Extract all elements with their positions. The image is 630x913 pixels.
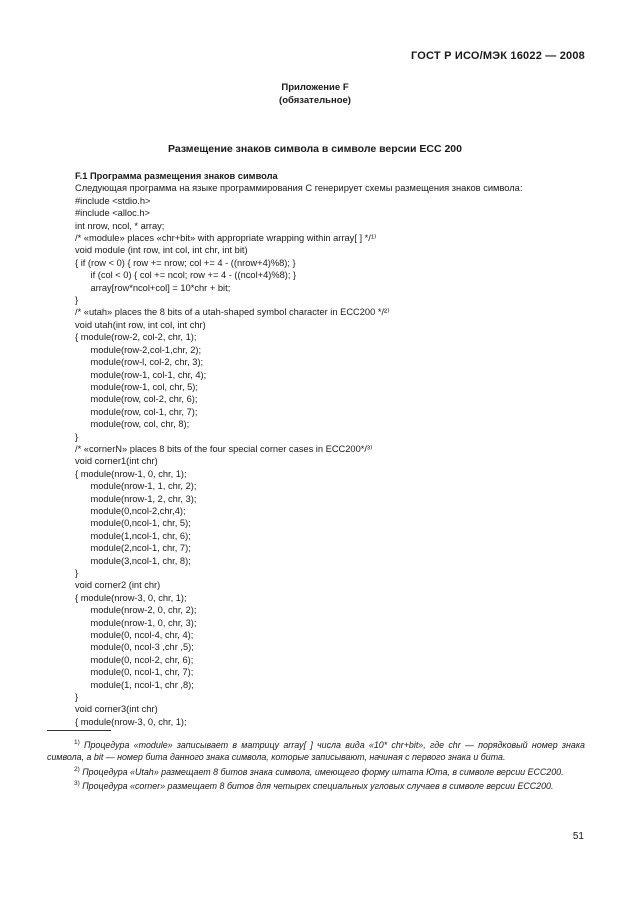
code-line: module(nrow-2, 0, chr, 2); [75, 605, 197, 616]
footnote-mark: 1) [74, 739, 80, 746]
footnote-text: Процедура «Utah» размещает 8 битов знака символа, имеющего форму штата Юта, в символе версии ЕСС200. [82, 766, 564, 777]
footnote-text: Процедура «module» записывает в матрицу array[ ] числа вида «10* chr+bit», где chr — порядковый номер знака символа, а bit — номер бита данного знака символа, которые записывают, начиная с первого знака и бита. [47, 739, 585, 763]
page-number: 51 [572, 831, 584, 842]
code-line: { module(nrow-3, 0, chr, 1); [75, 716, 187, 727]
code-line: module(row, col, chr, 8); [75, 419, 190, 430]
footnote-mark: 3) [74, 780, 80, 788]
code-line: module(nrow-1, 2, chr, 3); [75, 493, 197, 504]
code-line: { module(nrow-3, 0, chr, 1); [75, 592, 187, 603]
code-line: module(row-l, col-2, chr, 3); [75, 357, 204, 368]
code-line: /* «cornerN» places 8 bits of the four special corner cases in ECC200*/³⁾ [75, 443, 373, 454]
subsection-title: F.1 Программа размещения знаков символа [75, 171, 278, 181]
annex-status: (обязательное) [279, 95, 351, 106]
code-line: } [75, 692, 79, 703]
footnote-separator [47, 730, 111, 731]
code-line: if (col < 0) { col += ncol; row += 4 - ((ncol+4)%8); } [75, 270, 297, 281]
intro-paragraph: Следующая программа на языке программирования С генерирует схемы размещения знаков символа: [75, 183, 523, 194]
code-line: void module (int row, int col, int chr, int bit) [75, 245, 248, 256]
code-line: module(0, ncol-1, chr, 7); [75, 667, 194, 678]
section-title: Размещение знаков символа в символе версии ЕСС 200 [168, 143, 462, 155]
code-line: module(nrow-1, 0, chr, 3); [75, 617, 197, 628]
annex-title: Приложение F [281, 82, 349, 93]
code-line: void corner2 (int chr) [75, 580, 161, 591]
code-line: module(0, ncol-3 ,chr ,5); [75, 642, 194, 653]
code-listing [75, 195, 587, 728]
code-line: module(0, ncol-4, chr, 4); [75, 630, 194, 641]
code-line: module(2,ncol-1, chr, 7); [75, 543, 191, 554]
code-line: module(row, col-1, chr, 7); [75, 406, 198, 417]
code-line: module(nrow-1, 1, chr, 2); [75, 481, 197, 492]
annex-heading [0, 81, 630, 107]
code-line: /* «module» places «chr+bit» with appropriate wrapping within array[ ] */¹⁾ [75, 233, 377, 244]
code-line: void corner3(int chr) [75, 704, 158, 715]
code-line: } [75, 295, 79, 306]
code-line: #include <stdio.h> [75, 195, 151, 206]
code-line: module(row-1, col, chr, 5); [75, 381, 198, 392]
code-line: module(1, ncol-1, chr ,8); [75, 679, 194, 690]
code-line: module(0, ncol-2, chr, 6); [75, 654, 194, 665]
code-line: /* «utah» places the 8 bits of a utah-shaped symbol character in ECC200 */²⁾ [75, 307, 390, 318]
code-line: module(1,ncol-1, chr, 6); [75, 530, 191, 541]
code-line: { module(nrow-1, 0, chr, 1); [75, 468, 187, 479]
code-line: module(row-2,col-1,chr, 2); [75, 344, 202, 355]
code-line: array[row*ncol+col] = 10*chr + bit; [75, 282, 231, 293]
code-line: #include <alloc.h> [75, 208, 150, 219]
code-line: } [75, 568, 79, 578]
footnote [47, 737, 585, 764]
footnote [47, 764, 585, 778]
code-line: int nrow, ncol, * array; [75, 220, 165, 231]
code-line: void corner1(int chr) [75, 456, 158, 467]
code-line: { module(row-2, col-2, chr, 1); [75, 332, 197, 343]
footnote-mark: 2) [74, 765, 80, 773]
code-line: module(0,ncol-1, chr, 5); [75, 518, 191, 529]
code-line: module(row, col-2, chr, 6); [75, 394, 198, 405]
footnotes [47, 737, 585, 793]
code-line: } [75, 431, 79, 442]
code-line: module(3,ncol-1, chr, 8); [75, 555, 191, 566]
code-line: module(0,ncol-2,chr,4); [75, 505, 186, 516]
footnote [47, 778, 585, 792]
footnote-text: Процедура «corner» размещает 8 битов для четырех специальных угловых случаев в символе версии ЕСС200. [82, 781, 554, 792]
body-text [75, 170, 587, 728]
document-header: ГОСТ Р ИСО/МЭК 16022 — 2008 [410, 50, 585, 62]
code-line: void utah(int row, int col, int chr) [75, 319, 206, 330]
code-line: { if (row < 0) { row += nrow; col += 4 - ((nrow+4)%8); } [75, 257, 296, 268]
code-line: module(row-1, col-1, chr, 4); [75, 369, 207, 380]
